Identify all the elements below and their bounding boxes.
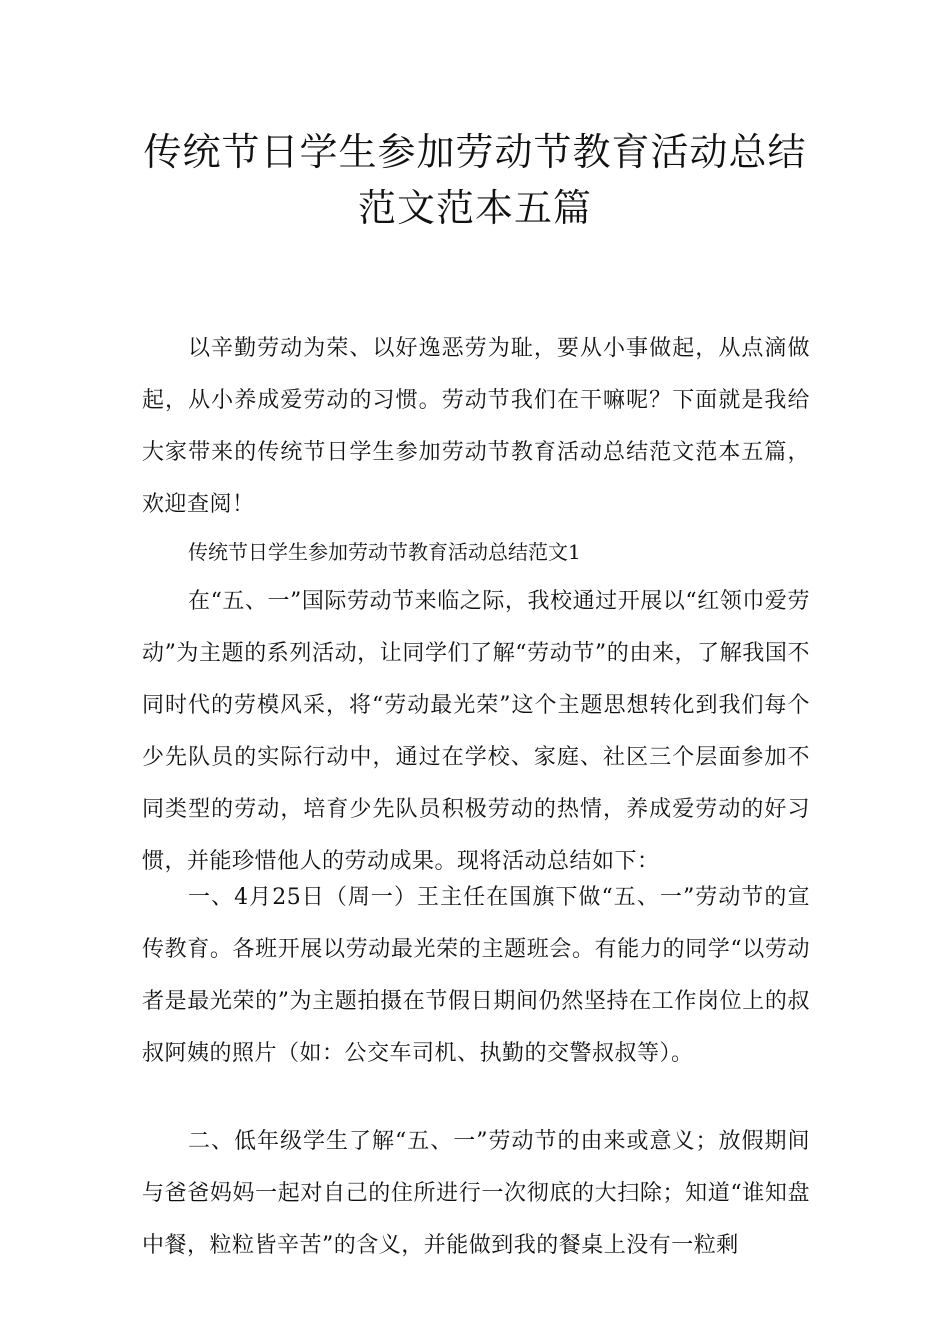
body-paragraph-2: 一、4月25日（周一）王主任在国旗下做“五、一”劳动节的宣传教育。各班开展以劳动最光荣的主题班会。有能力的同学“以劳动者是最光荣的”为主题拍摄在节假日期间仍然坚持在工作岗位上的叔叔阿姨的照片（如：公交车司机、执勤的交警叔叔等）。 [142,885,810,1066]
body-paragraph-1: 在“五、一”国际劳动节来临之际，我校通过开展以“红领巾爱劳动”为主题的系列活动，让同学们了解“劳动节”的由来，了解我国不同时代的劳模风采，将“劳动最光荣”这个主题思想转化到我们每个少先队员的实际行动中，通过在学校、家庭、社区三个层面参加不同类型的劳动，培育少先队员积极劳动的热情，养成爱劳动的好习惯，并能珍惜他人的劳动成果。现将活动总结如下： [142,589,810,874]
intro-paragraph: 以辛勤劳动为荣、以好逸恶劳为耻，要从小事做起，从点滴做起，从小养成爱劳动的习惯。劳动节我们在干嘛呢？下面就是我给大家带来的传统节日学生参加劳动节教育活动总结范文范本五篇，欢迎查阅！ [142,336,810,517]
document-title-line-2: 范文范本五篇 [357,186,592,230]
section-heading: 传统节日学生参加劳动节教育活动总结范文1 [188,540,581,564]
document-title-line-1: 传统节日学生参加劳动节教育活动总结 [143,130,807,174]
body-paragraph-3: 二、低年级学生了解“五、一”劳动节的由来或意义；放假期间与爸爸妈妈一起对自己的住所进行一次彻底的大扫除；知道“谁知盘中餐，粒粒皆辛苦”的含义，并能做到我的餐桌上没有一粒剩 [142,1129,810,1258]
